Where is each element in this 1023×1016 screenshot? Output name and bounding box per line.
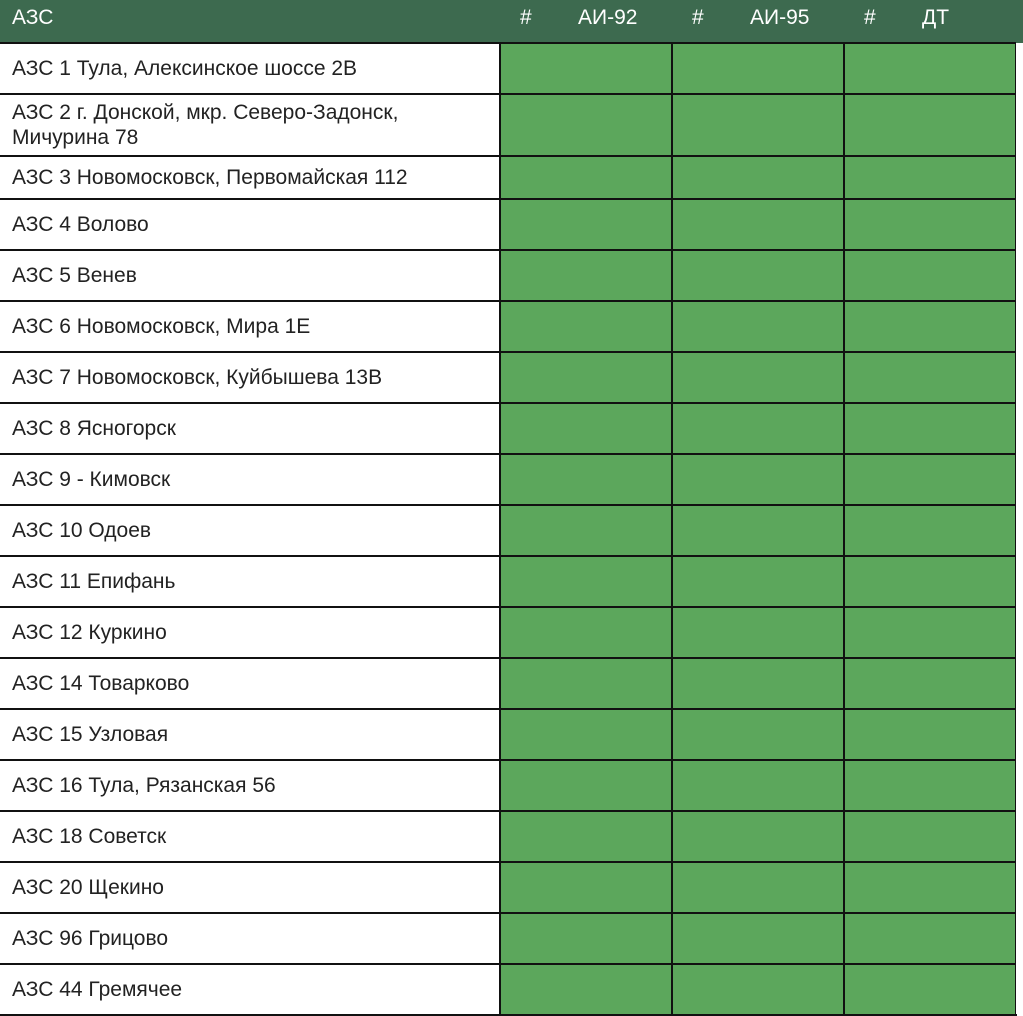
fuel-cell-ai92[interactable] — [500, 352, 672, 403]
fuel-cell-dt[interactable] — [844, 913, 1016, 964]
fuel-cell-ai95[interactable] — [672, 301, 844, 352]
station-name-cell[interactable]: АЗС 8 Ясногорск — [0, 403, 500, 454]
fuel-cell-ai95[interactable] — [672, 250, 844, 301]
fuel-cell-ai92[interactable] — [500, 964, 672, 1015]
fuel-cell-ai92[interactable] — [500, 811, 672, 862]
station-name-cell[interactable]: АЗС 4 Волово — [0, 199, 500, 250]
fuel-cell-ai92[interactable] — [500, 301, 672, 352]
station-name-cell[interactable]: АЗС 18 Советск — [0, 811, 500, 862]
fuel-cell-ai92[interactable] — [500, 43, 672, 94]
fuel-cell-ai92[interactable] — [500, 156, 672, 199]
fuel-cell-dt[interactable] — [844, 811, 1016, 862]
fuel-label-dt: ДТ — [922, 6, 950, 29]
table-row[interactable] — [0, 913, 1016, 964]
table-row[interactable] — [0, 43, 1016, 94]
hash-label: # — [520, 6, 532, 29]
fuel-cell-ai92[interactable] — [500, 862, 672, 913]
fuel-cell-ai92[interactable] — [500, 403, 672, 454]
fuel-cell-dt[interactable] — [844, 43, 1016, 94]
station-name-cell[interactable]: АЗС 1 Тула, Алексинское шоссе 2В — [0, 43, 500, 94]
header-dt[interactable] — [844, 0, 1016, 43]
station-name-cell[interactable]: АЗС 10 Одоев — [0, 505, 500, 556]
station-name-cell[interactable]: АЗС 12 Куркино — [0, 607, 500, 658]
fuel-cell-ai95[interactable] — [672, 156, 844, 199]
station-name-cell[interactable]: АЗС 96 Грицово — [0, 913, 500, 964]
fuel-cell-dt[interactable] — [844, 352, 1016, 403]
fuel-cell-ai95[interactable] — [672, 607, 844, 658]
fuel-cell-ai92[interactable] — [500, 607, 672, 658]
fuel-cell-dt[interactable] — [844, 760, 1016, 811]
fuel-cell-dt[interactable] — [844, 505, 1016, 556]
fuel-cell-dt[interactable] — [844, 199, 1016, 250]
fuel-cell-ai92[interactable] — [500, 709, 672, 760]
table-row[interactable] — [0, 862, 1016, 913]
header-station[interactable]: АЗС — [0, 0, 500, 43]
fuel-cell-dt[interactable] — [844, 94, 1016, 156]
station-name-cell[interactable]: АЗС 7 Новомосковск, Куйбышева 13В — [0, 352, 500, 403]
station-name-cell[interactable]: АЗС 3 Новомосковск, Первомайская 112 — [0, 156, 500, 199]
fuel-cell-ai95[interactable] — [672, 709, 844, 760]
table-row[interactable] — [0, 454, 1016, 505]
fuel-cell-ai92[interactable] — [500, 658, 672, 709]
fuel-cell-ai92[interactable] — [500, 250, 672, 301]
fuel-cell-ai92[interactable] — [500, 556, 672, 607]
fuel-cell-dt[interactable] — [844, 556, 1016, 607]
fuel-cell-ai92[interactable] — [500, 454, 672, 505]
station-name-cell[interactable]: АЗС 9 - Кимовск — [0, 454, 500, 505]
right-edge-header — [1016, 0, 1023, 43]
table-row[interactable] — [0, 658, 1016, 709]
table-row[interactable] — [0, 556, 1016, 607]
station-name-cell[interactable]: АЗС 11 Епифань — [0, 556, 500, 607]
table-row[interactable] — [0, 811, 1016, 862]
fuel-cell-ai95[interactable] — [672, 454, 844, 505]
table-row[interactable] — [0, 199, 1016, 250]
fuel-cell-ai92[interactable] — [500, 199, 672, 250]
header-ai95[interactable] — [672, 0, 844, 43]
table-row[interactable] — [0, 709, 1016, 760]
fuel-cell-dt[interactable] — [844, 301, 1016, 352]
table-row[interactable] — [0, 607, 1016, 658]
table-row[interactable] — [0, 403, 1016, 454]
station-name-cell[interactable]: АЗС 15 Узловая — [0, 709, 500, 760]
fuel-cell-dt[interactable] — [844, 658, 1016, 709]
right-edge-strip — [1016, 0, 1023, 1014]
table-row[interactable] — [0, 352, 1016, 403]
fuel-cell-dt[interactable] — [844, 607, 1016, 658]
fuel-cell-dt[interactable] — [844, 964, 1016, 1015]
fuel-cell-ai95[interactable] — [672, 43, 844, 94]
table-row[interactable] — [0, 301, 1016, 352]
hash-label: # — [692, 6, 704, 29]
fuel-cell-ai95[interactable] — [672, 964, 844, 1015]
table-header-row — [0, 0, 1016, 43]
fuel-cell-dt[interactable] — [844, 709, 1016, 760]
fuel-cell-ai95[interactable] — [672, 199, 844, 250]
table-row[interactable] — [0, 505, 1016, 556]
table-row[interactable] — [0, 964, 1016, 1015]
table-row[interactable] — [0, 760, 1016, 811]
fuel-cell-ai95[interactable] — [672, 862, 844, 913]
fuel-cell-ai92[interactable] — [500, 913, 672, 964]
fuel-cell-ai95[interactable] — [672, 760, 844, 811]
fuel-cell-ai95[interactable] — [672, 505, 844, 556]
station-name-cell[interactable]: АЗС 16 Тула, Рязанская 56 — [0, 760, 500, 811]
fuel-label-ai92: АИ-92 — [578, 6, 638, 29]
hash-label: # — [864, 6, 876, 29]
fuel-cell-ai95[interactable] — [672, 811, 844, 862]
station-name-cell[interactable]: АЗС 6 Новомосковск, Мира 1Е — [0, 301, 500, 352]
station-name-cell[interactable]: АЗС 14 Товарково — [0, 658, 500, 709]
fuel-cell-ai95[interactable] — [672, 94, 844, 156]
table-row[interactable] — [0, 250, 1016, 301]
fuel-cell-dt[interactable] — [844, 250, 1016, 301]
fuel-cell-dt[interactable] — [844, 454, 1016, 505]
table-row[interactable] — [0, 94, 1016, 156]
fuel-cell-ai95[interactable] — [672, 658, 844, 709]
fuel-cell-ai92[interactable] — [500, 760, 672, 811]
fuel-cell-ai95[interactable] — [672, 403, 844, 454]
station-name-cell[interactable]: АЗС 5 Венев — [0, 250, 500, 301]
fuel-cell-ai92[interactable] — [500, 94, 672, 156]
station-name-cell[interactable]: АЗС 44 Гремячее — [0, 964, 500, 1015]
fuel-cell-dt[interactable] — [844, 156, 1016, 199]
table-row[interactable] — [0, 156, 1016, 199]
fuel-cell-ai92[interactable] — [500, 505, 672, 556]
fuel-label-ai95: АИ-95 — [750, 6, 810, 29]
fuel-cell-ai95[interactable] — [672, 352, 844, 403]
header-ai92[interactable] — [500, 0, 672, 43]
station-name-cell[interactable]: АЗС 20 Щекино — [0, 862, 500, 913]
station-name-cell[interactable]: АЗС 2 г. Донской, мкр. Северо-Задонск, Мичурина 78 — [0, 94, 500, 156]
table-body — [0, 43, 1016, 1015]
fuel-cell-ai95[interactable] — [672, 556, 844, 607]
fuel-cell-ai95[interactable] — [672, 913, 844, 964]
fuel-cell-dt[interactable] — [844, 862, 1016, 913]
fuel-cell-dt[interactable] — [844, 403, 1016, 454]
